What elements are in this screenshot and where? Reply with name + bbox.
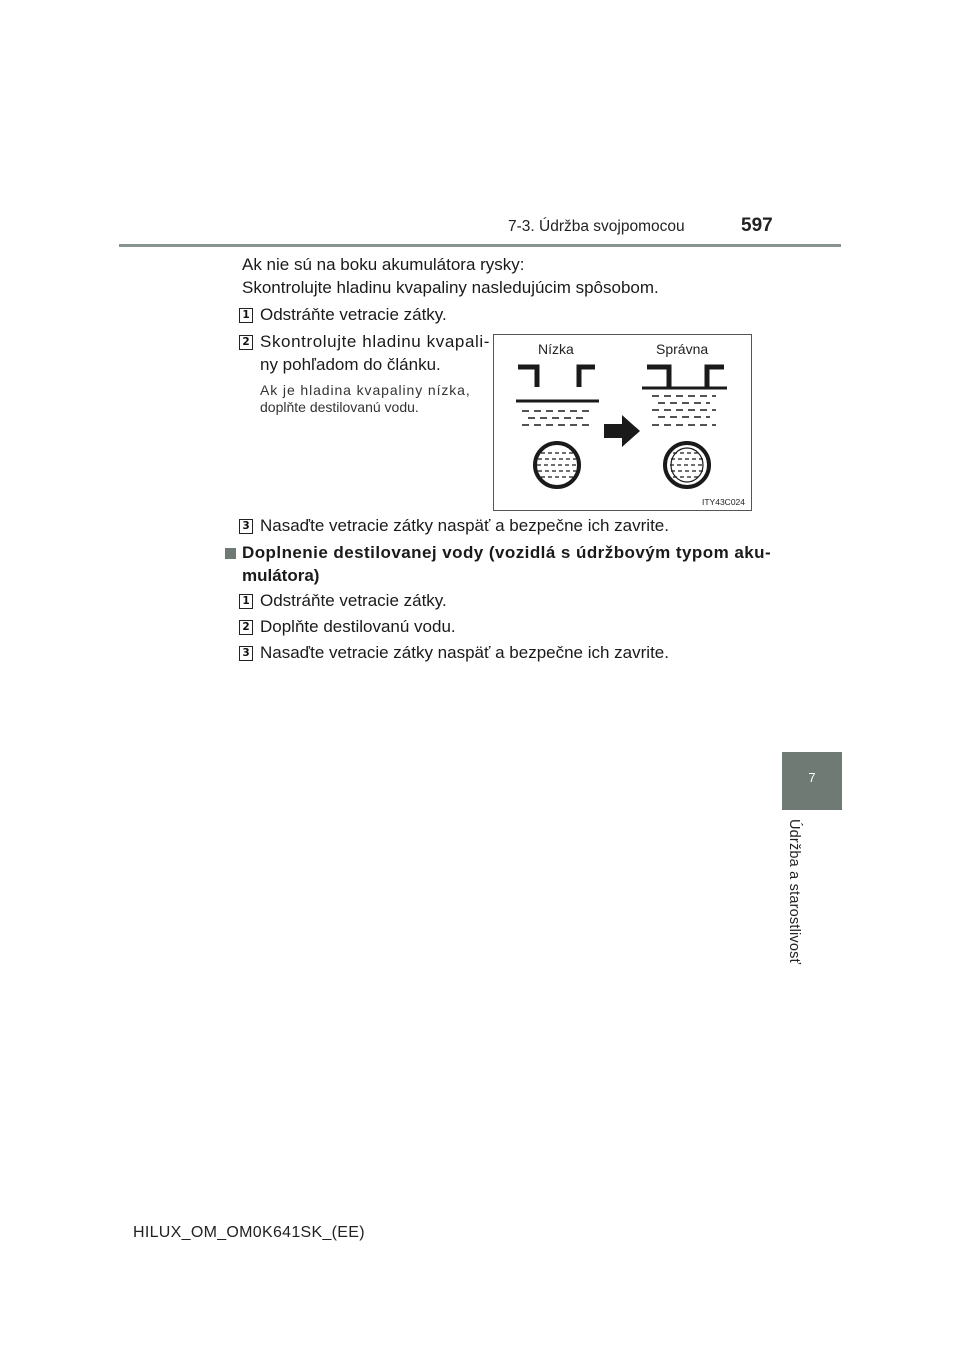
step-text: Nasaďte vetracie zátky naspäť a bezpečne ich zavrite. [260, 643, 669, 662]
fluid-level-drawing [494, 335, 751, 510]
step-number-box: 3 [239, 646, 253, 661]
step-text: Odstráňte vetracie zátky. [260, 305, 447, 324]
step-text: Doplňte destilovanú vodu. [260, 617, 456, 636]
fluid-level-illustration [493, 334, 752, 511]
step-number-box: 1 [239, 308, 253, 323]
step-note: doplňte destilovanú vodu. [260, 399, 419, 415]
document-code: HILUX_OM_OM0K641SK_(EE) [133, 1224, 365, 1241]
step-number-box: 3 [239, 519, 253, 534]
header-rule [119, 244, 841, 247]
section-title: Doplnenie destilovanej vody (vozidlá s údržbovým typom aku- [242, 543, 772, 562]
label-correct: Správna [656, 341, 709, 357]
label-low: Nízka [538, 341, 574, 357]
section-bullet [225, 548, 236, 559]
step-number-box: 2 [239, 620, 253, 635]
step-text: Skontrolujte hladinu kvapali- [260, 332, 491, 351]
step-number-box: 2 [239, 335, 253, 350]
header-section-title: 7-3. Údržba svojpomocou [508, 218, 685, 235]
step-text: Nasaďte vetracie zátky naspäť a bezpečne ich zavrite. [260, 516, 669, 535]
step-text: Odstráňte vetracie zátky. [260, 591, 447, 610]
figure-code: ITY43C024 [702, 497, 745, 507]
section-title: mulátora) [242, 566, 320, 585]
chapter-tab [782, 752, 842, 810]
page-number: 597 [741, 215, 773, 236]
step-text: ny pohľadom do článku. [260, 355, 441, 374]
intro-line-2: Skontrolujte hladinu kvapaliny nasledujúcim spôsobom. [242, 278, 659, 297]
intro-line-1: Ak nie sú na boku akumulátora rysky: [242, 255, 525, 274]
chapter-title: Údržba a starostlivosť [786, 819, 802, 965]
step-note: Ak je hladina kvapaliny nízka, [260, 382, 471, 398]
chapter-number: 7 [808, 770, 816, 785]
step-number-box: 1 [239, 594, 253, 609]
arrow-right-icon [604, 415, 640, 447]
